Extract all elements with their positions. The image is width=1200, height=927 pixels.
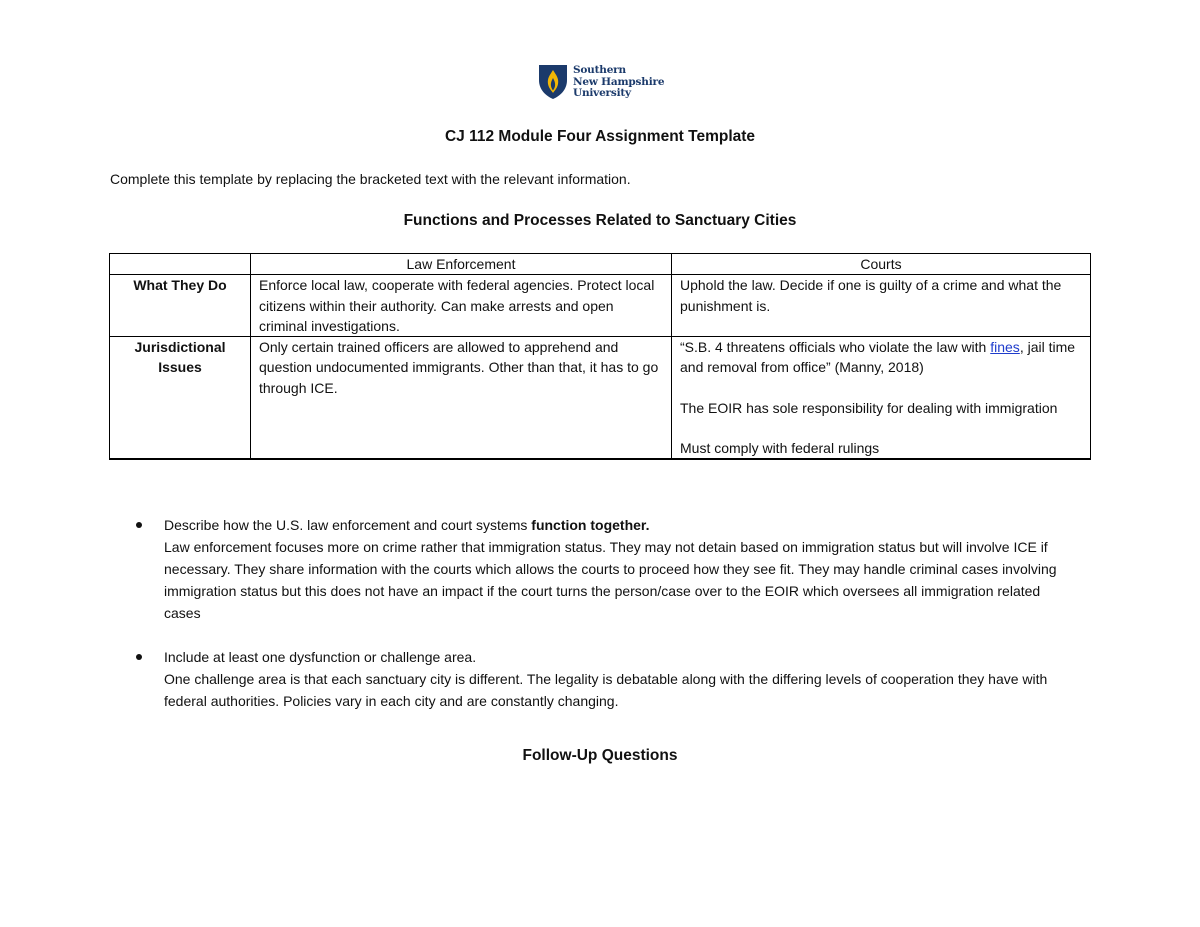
table-header-law-enforcement: Law Enforcement [251,254,672,275]
functions-heading: Functions and Processes Related to Sanctuary Cities [403,212,797,229]
bullet-answer: Law enforcement focuses more on crime rather that immigration status. They may not detain based on immigration status but will involve ICE if necessary. They share information with the courts which allows the courts to proceed how they see fit. They may handle criminal cases involving immigration status but this does not have an impact if the court turns the person/case over to the EOIR which oversees all immigration related cases [164,539,1057,621]
courts-eoir-text: The EOIR has sole responsibility for dealing with immigration [680,399,1058,416]
followup-heading: Follow-Up Questions [522,747,678,764]
logo-line: New Hampshire [573,75,665,88]
bullet-list [136,514,1076,712]
logo-line: University [573,87,631,99]
functions-table [109,253,1091,460]
logo-line: Southern [573,64,626,76]
prompt-text: Describe how the U.S. law enforcement and court systems [164,517,532,533]
row-label-jurisdictional-issues: Jurisdictional Issues [110,337,251,460]
cell-law-jurisdictional: Only certain trained officers are allowed to apprehend and question undocumented immigrants. Other than that, it has to go through ICE. [251,337,672,460]
bullet-prompt [164,514,1076,536]
cell-law-what-they-do: Enforce local law, cooperate with federal agencies. Protect local citizens within their authority. Can make arrests and open criminal investigations. [251,275,672,337]
courts-quote [680,337,1082,378]
document-title: CJ 112 Module Four Assignment Template [444,128,756,145]
shield-flame-icon [538,64,568,100]
bullet-answer: One challenge area is that each sanctuary city is different. The legality is debatable along with the differing levels of cooperation they have with federal authorities. Policies vary in each city and are constantly changing. [164,671,1048,709]
cell-courts-jurisdictional [672,337,1091,460]
table-row [110,275,1091,337]
bullet-icon [136,522,142,528]
cell-courts-what-they-do: Uphold the law. Decide if one is guilty of a crime and what the punishment is. [672,275,1091,337]
bullet-prompt: Include at least one dysfunction or challenge area. [164,649,477,665]
table-header-empty [110,254,251,275]
list-item [136,514,1076,624]
fines-link[interactable]: fines [990,339,1020,356]
courts-comply-text: Must comply with federal rulings [680,440,880,457]
instruction-text: Complete this template by replacing the bracketed text with the relevant information. [110,171,631,187]
list-item [136,646,1076,712]
logo-wordmark [573,65,664,100]
quote-text-after: , jail time and removal from office” (Manny, 2018) [680,339,1076,376]
bullet-icon [136,654,142,660]
snhu-logo [538,64,668,104]
prompt-bold-text: function together. [531,517,650,533]
table-header-row [110,254,1091,275]
row-label-what-they-do: What They Do [110,275,251,337]
quote-text-before: “S.B. 4 threatens officials who violate the law with [680,339,991,356]
table-row [110,337,1091,460]
table-header-courts: Courts [672,254,1091,275]
